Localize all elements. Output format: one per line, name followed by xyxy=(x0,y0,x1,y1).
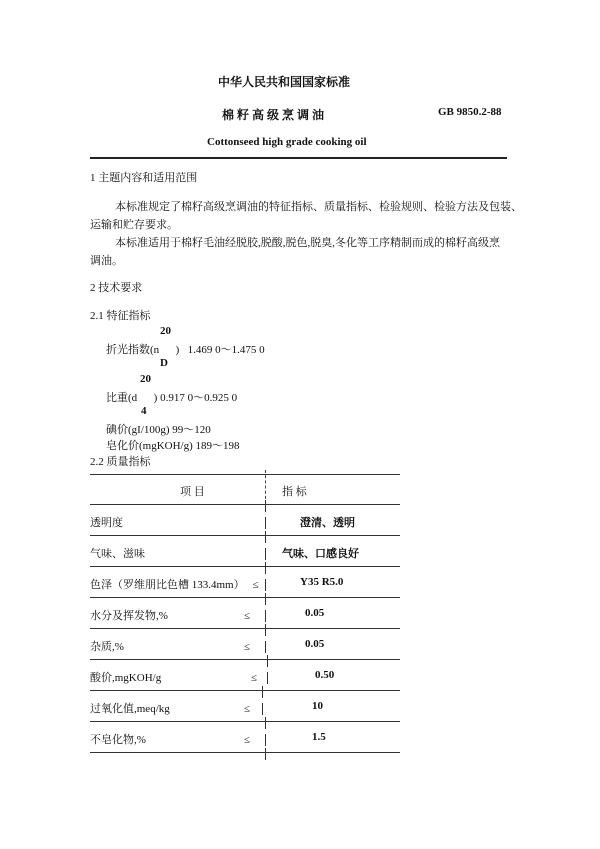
row-item-cell xyxy=(90,514,131,530)
row-item-cell xyxy=(90,669,257,685)
column-divider xyxy=(265,579,266,591)
column-divider xyxy=(262,686,263,698)
row-le-sign: ≤ xyxy=(243,641,250,653)
section1-heading: 1 主题内容和适用范围 xyxy=(90,172,198,184)
section22-heading: 2.2 质量指标 xyxy=(90,456,151,468)
section1-line: 运输和贮存要求。 xyxy=(90,219,178,231)
row-item-cell xyxy=(90,731,250,747)
section21-heading: 2.1 特征指标 xyxy=(90,310,151,322)
standard-code: GB 9850.2-88 xyxy=(438,106,502,118)
title-cn: 棉 籽 高 级 烹 调 油 xyxy=(222,108,325,122)
table-rule xyxy=(90,628,400,629)
row-item-cell xyxy=(90,576,259,592)
title-en: Cottonseed high grade cooking oil xyxy=(207,136,367,148)
national-standard-label: 中华人民共和国国家标准 xyxy=(218,75,351,89)
saponification-value: 皂化价(mgKOH/g) 189～198 xyxy=(106,440,240,452)
row-le-sign: ≤ xyxy=(243,610,250,622)
row-value: 1.5 xyxy=(312,731,326,743)
row-item: 透明度 xyxy=(90,517,123,529)
iodine-value: 碘价(gI/100g) 99～120 xyxy=(106,424,211,436)
row-item: 过氧化值,meq/kg xyxy=(90,703,170,715)
row-value: 0.05 xyxy=(305,638,325,650)
column-divider xyxy=(265,531,266,543)
row-item-cell xyxy=(90,700,250,716)
row-item: 酸价,mgKOH/g xyxy=(90,672,162,684)
row-le-sign: ≤ xyxy=(243,703,250,715)
refr-subscript: D xyxy=(160,357,168,369)
refr-superscript: 20 xyxy=(160,325,171,337)
header-value: 指 标 xyxy=(282,486,307,498)
row-item: 色泽（罗维朋比色槽 133.4mm） xyxy=(90,579,245,591)
column-divider xyxy=(267,672,268,684)
section1-line: 调油。 xyxy=(90,255,123,267)
column-divider xyxy=(265,593,266,605)
table-rule xyxy=(90,752,400,753)
column-divider xyxy=(267,655,268,667)
row-value: 气味、口感良好 xyxy=(282,548,359,560)
column-divider xyxy=(265,717,266,729)
table-rule xyxy=(90,566,400,567)
row-value: Y35 R5.0 xyxy=(300,576,344,588)
sg-superscript: 20 xyxy=(140,373,151,385)
table-rule xyxy=(90,597,400,598)
column-divider xyxy=(265,734,266,746)
column-divider xyxy=(265,748,266,760)
row-value: 0.50 xyxy=(315,669,335,681)
row-value: 10 xyxy=(312,700,323,712)
row-item-cell xyxy=(90,545,153,561)
row-item: 气味、滋味 xyxy=(90,548,145,560)
table-rule xyxy=(90,721,400,722)
row-value: 0.05 xyxy=(305,607,325,619)
column-divider xyxy=(262,703,263,715)
header-rule xyxy=(90,157,507,159)
column-divider xyxy=(265,610,266,622)
column-divider xyxy=(265,562,266,574)
row-value: 澄清、透明 xyxy=(300,517,355,529)
section2-heading: 2 技术要求 xyxy=(90,282,143,294)
row-item-cell xyxy=(90,607,250,623)
table-rule xyxy=(90,504,400,505)
section1-line: 本标准适用于棉籽毛油经脱胶,脱酸,脱色,脱臭,冬化等工序精制而成的棉籽高级烹 xyxy=(115,237,500,249)
header-item: 项 目 xyxy=(180,486,205,498)
column-divider xyxy=(265,548,266,560)
table-rule xyxy=(90,535,400,536)
row-item-cell xyxy=(90,638,250,654)
row-le-sign: ≤ xyxy=(250,672,257,684)
column-divider xyxy=(265,470,266,504)
row-le-sign: ≤ xyxy=(243,734,250,746)
refractive-index: 折光指数(n ) 1.469 0～1.475 0 xyxy=(106,344,265,356)
column-divider xyxy=(265,641,266,653)
specific-gravity: 比重(d ) 0.917 0～0.925 0 xyxy=(106,392,238,404)
row-item: 水分及挥发物,% xyxy=(90,610,168,622)
column-divider xyxy=(265,624,266,636)
column-divider xyxy=(265,500,266,512)
sg-subscript: 4 xyxy=(141,405,147,417)
row-item: 不皂化物,% xyxy=(90,734,146,746)
row-le-sign: ≤ xyxy=(252,579,259,591)
table-rule xyxy=(90,659,400,660)
column-divider xyxy=(265,517,266,529)
row-item: 杂质,% xyxy=(90,641,124,653)
section1-line: 本标准规定了棉籽高级烹调油的特征指标、质量指标、检验规则、检验方法及包装、 xyxy=(115,201,522,213)
table-rule xyxy=(90,474,400,475)
table-rule xyxy=(90,690,400,691)
